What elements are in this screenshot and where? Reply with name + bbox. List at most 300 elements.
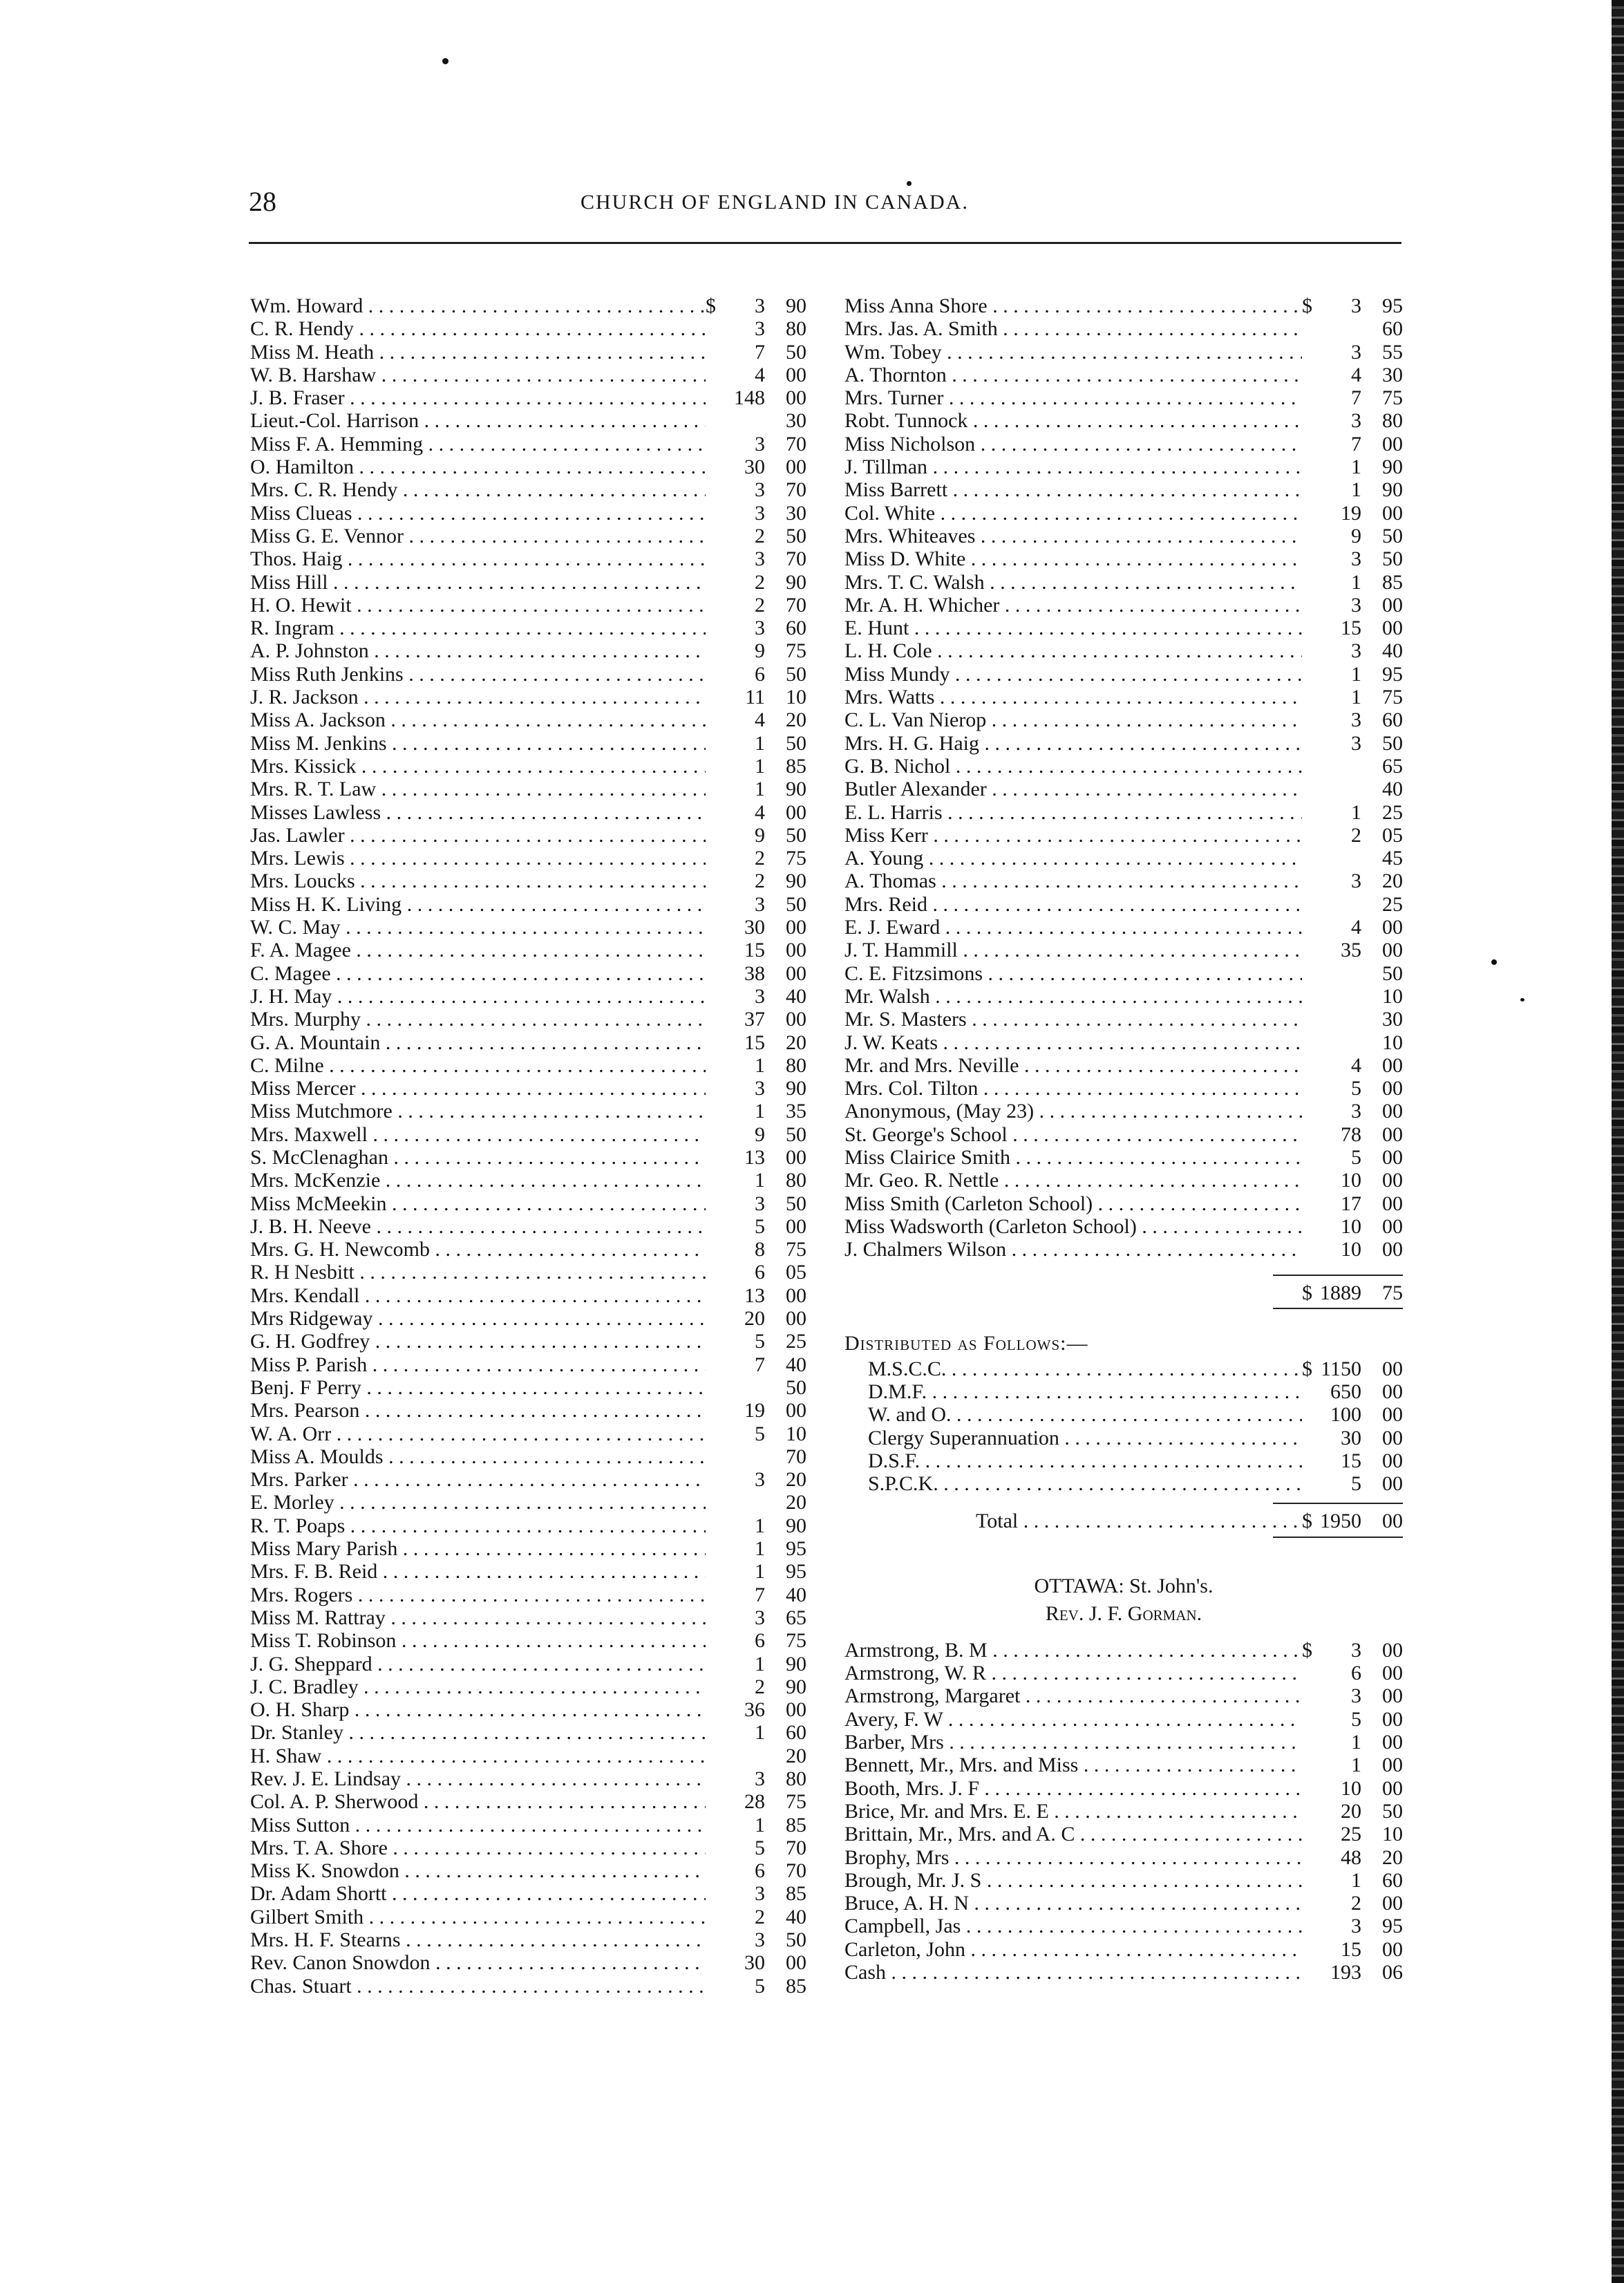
list-row	[250, 1215, 806, 1238]
donor-name: Mrs. Parker . . .	[250, 1468, 706, 1491]
amount-cents: 00	[1382, 1403, 1403, 1427]
list-row	[250, 1653, 806, 1675]
amount-dollars: 1	[1351, 1731, 1361, 1754]
ink-speck	[1491, 959, 1497, 965]
donor-name: Miss M. Rattray . . .	[250, 1606, 706, 1629]
amount-dollars: 36	[744, 1698, 765, 1722]
amount-cents: 85	[786, 1974, 806, 1998]
amount-dollars: 1	[755, 1537, 765, 1561]
list-row	[844, 1869, 1403, 1892]
amount-dollars: 3	[755, 294, 765, 317]
distribution-row	[844, 1472, 1403, 1495]
donor-name: Mrs. Loucks . . .	[250, 870, 706, 892]
list-row	[250, 663, 806, 686]
amount-cents: 50	[786, 1928, 806, 1952]
donor-name: Miss P. Parish . . .	[250, 1353, 706, 1376]
list-row	[844, 502, 1403, 525]
list-row	[250, 755, 806, 778]
amount-dollars: 3	[1351, 1915, 1361, 1938]
amount-cents: 95	[786, 1537, 806, 1561]
list-row	[844, 916, 1403, 939]
amount-cents: 00	[1382, 1357, 1403, 1380]
amount-dollars: 35	[1341, 939, 1361, 962]
list-row	[844, 824, 1403, 847]
amount-dollars: 6	[1351, 1662, 1361, 1685]
donor-name: Miss Mary Parish . . .	[250, 1537, 706, 1560]
ink-speck	[907, 181, 912, 186]
amount-dollars: 15	[744, 1031, 765, 1054]
donor-name: A. Thomas . . .	[844, 870, 1302, 892]
amount-cents: 70	[786, 1445, 806, 1468]
amount-cents: 10	[1382, 984, 1403, 1008]
list-row	[250, 1882, 806, 1905]
amount-cents: 20	[1382, 870, 1403, 893]
amount-cents: 00	[1382, 1662, 1403, 1685]
amount-cents: 00	[1382, 1053, 1403, 1077]
amount-cents: 00	[1382, 1122, 1403, 1146]
donor-name: Mr. Geo. R. Nettle . . .	[844, 1169, 1302, 1192]
amount-dollars: 3	[755, 1077, 765, 1100]
amount-cents: 00	[786, 1284, 806, 1307]
amount-cents: 00	[1382, 501, 1403, 525]
list-row	[250, 1169, 806, 1192]
amount-cents: 00	[1382, 617, 1403, 640]
amount-dollars: 20	[1341, 1799, 1361, 1823]
donor-name: Miss D. White . . .	[844, 547, 1302, 570]
donor-name: O. Hamilton . . .	[250, 455, 706, 478]
donor-name: Chas. Stuart . . .	[250, 1975, 706, 1998]
amount-cents: 20	[786, 1468, 806, 1492]
list-row	[250, 1192, 806, 1215]
donor-name: D.M.F. . . .	[844, 1380, 1302, 1403]
amount-dollars: 3	[755, 1606, 765, 1629]
amount-cents: 75	[786, 1238, 806, 1261]
donor-name: J. H. May . . .	[250, 985, 706, 1008]
amount-cents: 40	[1382, 639, 1403, 663]
amount-cents: 00	[1382, 1145, 1403, 1169]
donor-name: Mrs. Kendall . . .	[250, 1284, 706, 1307]
sum-rule	[1273, 1275, 1403, 1276]
amount-dollars: 2	[755, 524, 765, 547]
amount-cents: 85	[786, 1813, 806, 1836]
amount-cents: 00	[1382, 1776, 1403, 1800]
donor-name: Gilbert Smith . . .	[250, 1906, 706, 1928]
amount-cents: 50	[786, 823, 806, 847]
list-row	[844, 1800, 1403, 1823]
amount-dollars: 4	[1351, 916, 1361, 939]
ink-speck	[1520, 998, 1524, 1002]
donor-name: Clergy Superannuation . . .	[844, 1427, 1302, 1449]
donor-name: W. A. Orr . . .	[250, 1422, 706, 1445]
list-row	[250, 1031, 806, 1054]
list-row	[250, 962, 806, 985]
amount-cents: 90	[786, 1077, 806, 1100]
donor-name: Brophy, Mrs . . .	[844, 1846, 1302, 1869]
total-dollars: 1950	[1320, 1509, 1361, 1532]
donor-name: Miss H. K. Living . . .	[250, 893, 706, 916]
amount-cents: 10	[786, 1422, 806, 1445]
amount-cents: 00	[1382, 1937, 1403, 1961]
amount-cents: 00	[1382, 939, 1403, 962]
list-row	[844, 639, 1403, 662]
amount-dollars: 3	[1351, 1684, 1361, 1708]
donor-name: Booth, Mrs. J. F . . .	[844, 1777, 1302, 1800]
list-row	[844, 1938, 1403, 1961]
list-row	[250, 294, 806, 317]
donor-name: Brice, Mr. and Mrs. E. E . . .	[844, 1800, 1302, 1823]
amount-dollars: 2	[1351, 1892, 1361, 1915]
amount-dollars: 3	[1351, 409, 1361, 433]
amount-cents: 00	[1382, 1169, 1403, 1192]
donor-name: Misses Lawless . . .	[250, 801, 706, 824]
page-edge-scan-border	[1612, 0, 1624, 2283]
total-label: Total . . .	[844, 1510, 1302, 1532]
amount-dollars: 3	[1351, 731, 1361, 755]
amount-cents: 00	[786, 1008, 806, 1031]
amount-cents: 00	[1382, 1380, 1403, 1404]
list-row	[844, 455, 1403, 478]
donor-name: Mrs. Kissick . . .	[250, 755, 706, 778]
amount-cents: 50	[1382, 961, 1403, 985]
donor-name: H. Shaw . . .	[250, 1745, 706, 1767]
section-rector: Rev. J. F. Gorman.	[1045, 1601, 1202, 1625]
ink-speck	[442, 58, 449, 64]
amount-cents: 00	[786, 1214, 806, 1238]
donor-name: Miss Anna Shore . . .	[844, 294, 1302, 317]
donor-name: Brough, Mr. J. S . . .	[844, 1869, 1302, 1892]
amount-cents: 00	[1382, 1100, 1403, 1123]
amount-cents: 40	[786, 984, 806, 1008]
distribution-row	[844, 1403, 1403, 1426]
amount-dollars: 1	[755, 1169, 765, 1192]
amount-cents: 60	[1382, 317, 1403, 341]
donor-name: Miss M. Heath . . .	[250, 341, 706, 364]
donor-name: Mrs. Reid . . .	[844, 893, 1302, 916]
amount-cents: 75	[786, 1790, 806, 1814]
donor-name: Cash . . .	[844, 1961, 1302, 1984]
amount-cents: 00	[786, 386, 806, 410]
amount-cents: 70	[786, 1836, 806, 1859]
donor-name: F. A. Magee . . .	[250, 939, 706, 961]
list-row	[250, 1468, 806, 1491]
amount-cents: 40	[786, 1353, 806, 1376]
amount-dollars: 3	[755, 317, 765, 341]
donor-name: J. G. Sheppard . . .	[250, 1653, 706, 1675]
list-row	[844, 594, 1403, 617]
list-row	[250, 341, 806, 364]
list-row	[250, 847, 806, 870]
amount-cents: 50	[786, 662, 806, 686]
list-row	[844, 1215, 1403, 1238]
total-rule	[1273, 1537, 1403, 1538]
donor-name: Miss Mundy . . .	[844, 663, 1302, 686]
amount-dollars: 4	[755, 363, 765, 386]
donor-name: Mrs. T. A. Shore . . .	[250, 1836, 706, 1859]
donor-name: Miss K. Snowdon . . .	[250, 1859, 706, 1882]
amount-dollars: 3	[755, 501, 765, 525]
amount-cents: 00	[786, 961, 806, 985]
donor-name: W. C. May . . .	[250, 916, 706, 939]
amount-dollars: 2	[1351, 823, 1361, 847]
amount-dollars: 10	[1341, 1238, 1361, 1261]
list-row	[250, 893, 806, 916]
list-row	[250, 1422, 806, 1445]
amount-cents: 70	[786, 593, 806, 617]
list-row	[844, 1169, 1403, 1192]
amount-dollars: 9	[1351, 524, 1361, 547]
amount-cents: 00	[1382, 1214, 1403, 1238]
right-column	[844, 294, 1403, 1984]
amount-dollars: 3	[1351, 294, 1361, 317]
amount-dollars: 1	[1351, 570, 1361, 594]
amount-cents: 95	[1382, 294, 1403, 317]
list-row	[250, 708, 806, 731]
amount-dollars: 3	[755, 1192, 765, 1215]
donor-name: Mrs. F. B. Reid . . .	[250, 1560, 706, 1583]
grand-sum-cents: 75	[1382, 1281, 1403, 1305]
amount-cents: 20	[786, 1491, 806, 1514]
amount-cents: 60	[786, 1721, 806, 1745]
donor-name: S.P.C.K. . . .	[844, 1472, 1302, 1495]
donor-name: A. Young . . .	[844, 847, 1302, 870]
donor-name: Jas. Lawler . . .	[250, 824, 706, 847]
list-row	[844, 341, 1403, 364]
list-row	[250, 617, 806, 639]
donor-name: C. R. Hendy . . .	[250, 317, 706, 340]
donor-name: Butler Alexander . . .	[844, 778, 1302, 800]
list-row	[844, 1777, 1403, 1800]
donor-name: Avery, F. W . . .	[844, 1708, 1302, 1731]
list-row	[250, 1491, 806, 1514]
amount-cents: 50	[786, 892, 806, 916]
donor-name: Miss Clueas . . .	[250, 502, 706, 525]
page-number: 28	[249, 186, 276, 217]
amount-cents: 30	[786, 501, 806, 525]
amount-cents: 80	[786, 317, 806, 341]
list-row	[250, 1238, 806, 1261]
amount-dollars: 10	[1341, 1776, 1361, 1800]
donor-name: Miss Mutchmore . . .	[250, 1100, 706, 1122]
amount-dollars: 1	[755, 1514, 765, 1537]
amount-dollars: 15	[744, 939, 765, 962]
amount-dollars: 7	[755, 1353, 765, 1376]
amount-cents: 10	[1382, 1031, 1403, 1054]
amount-dollars: 2	[755, 570, 765, 594]
amount-dollars: 6	[755, 662, 765, 686]
donor-name: J. Chalmers Wilson . . .	[844, 1238, 1302, 1261]
donor-name: G. B. Nichol . . .	[844, 755, 1302, 778]
amount-dollars: 3	[755, 478, 765, 502]
currency-sign: $	[1302, 1638, 1312, 1662]
donor-name: St. George's School . . .	[844, 1123, 1302, 1146]
donor-name: Mr. and Mrs. Neville . . .	[844, 1054, 1302, 1077]
list-row	[250, 939, 806, 961]
amount-dollars: 9	[755, 639, 765, 663]
amount-cents: 20	[1382, 1845, 1403, 1869]
donor-name: A. Thornton . . .	[844, 364, 1302, 386]
amount-dollars: 3	[1351, 1638, 1361, 1662]
amount-dollars: 3	[1351, 340, 1361, 364]
amount-dollars: 3	[1351, 593, 1361, 617]
list-row	[844, 409, 1403, 432]
list-row	[250, 1261, 806, 1284]
amount-dollars: 3	[755, 432, 765, 455]
list-row	[844, 1892, 1403, 1915]
donor-name: Mrs. R. T. Law . . .	[250, 778, 706, 800]
amount-cents: 75	[1382, 386, 1403, 410]
donor-name: M.S.C.C. . . .	[844, 1357, 1302, 1380]
amount-cents: 90	[786, 294, 806, 317]
donor-name: Mrs. Col. Tilton . . .	[844, 1077, 1302, 1100]
amount-dollars: 1	[1351, 800, 1361, 824]
donor-name: Dr. Adam Shortt . . .	[250, 1882, 706, 1905]
list-row	[250, 1698, 806, 1721]
donor-name: Mrs. Pearson . . .	[250, 1399, 706, 1422]
amount-dollars: 3	[755, 617, 765, 640]
running-title: CHURCH OF ENGLAND IN CANADA.	[580, 191, 969, 214]
list-row	[844, 317, 1403, 340]
list-row	[250, 547, 806, 570]
amount-dollars: 6	[755, 1261, 765, 1284]
donor-name: Mrs. McKenzie . . .	[250, 1169, 706, 1192]
donor-name: S. McClenaghan . . .	[250, 1146, 706, 1169]
donor-name: Mrs. Rogers . . .	[250, 1584, 706, 1606]
amount-dollars: 15	[1341, 617, 1361, 640]
donor-name: Miss Hill . . .	[250, 571, 706, 594]
list-row	[844, 962, 1403, 985]
list-row	[250, 478, 806, 501]
donor-name: Mrs. H. G. Haig . . .	[844, 732, 1302, 755]
list-row	[844, 1846, 1403, 1869]
amount-dollars: 5	[755, 1974, 765, 1998]
list-row	[250, 1629, 806, 1652]
donor-name: Campbell, Jas . . .	[844, 1915, 1302, 1937]
list-row	[250, 317, 806, 340]
list-row	[844, 847, 1403, 870]
list-row	[250, 525, 806, 547]
donor-name: Armstrong, Margaret . . .	[844, 1684, 1302, 1707]
amount-dollars: 5	[1351, 1077, 1361, 1100]
donor-name: Carleton, John . . .	[844, 1938, 1302, 1961]
list-row	[844, 1915, 1403, 1937]
list-row	[250, 1721, 806, 1744]
donor-name: E. L. Harris . . .	[844, 801, 1302, 824]
donor-name: Miss F. A. Hemming . . .	[250, 433, 706, 455]
list-row	[250, 686, 806, 708]
amount-dollars: 30	[1341, 1426, 1361, 1449]
amount-dollars: 30	[744, 916, 765, 939]
list-row	[250, 1537, 806, 1560]
amount-cents: 55	[1382, 340, 1403, 364]
currency-sign: $	[706, 294, 716, 317]
donor-name: Armstrong, W. R . . .	[844, 1662, 1302, 1684]
donor-name: Armstrong, B. M . . .	[844, 1639, 1302, 1662]
amount-cents: 00	[1382, 1754, 1403, 1777]
list-row	[250, 433, 806, 455]
amount-cents: 50	[786, 524, 806, 547]
amount-dollars: 8	[755, 1238, 765, 1261]
amount-cents: 50	[1382, 1799, 1403, 1823]
amount-dollars: 5	[755, 1422, 765, 1445]
amount-cents: 00	[786, 363, 806, 386]
amount-dollars: 11	[745, 686, 765, 709]
distribution-row	[844, 1449, 1403, 1472]
amount-cents: 00	[1382, 1638, 1403, 1662]
amount-dollars: 30	[744, 1951, 765, 1975]
amount-cents: 90	[786, 1652, 806, 1675]
amount-dollars: 1	[755, 1560, 765, 1584]
list-row	[250, 1584, 806, 1606]
donor-name: Thos. Haig . . .	[250, 547, 706, 570]
amount-cents: 90	[1382, 455, 1403, 479]
amount-cents: 20	[786, 708, 806, 732]
total-sign: $	[1302, 1509, 1312, 1532]
list-row	[844, 1192, 1403, 1215]
distribution-total-row	[844, 1510, 1403, 1532]
amount-cents: 00	[1382, 1892, 1403, 1915]
donor-name: Mr. A. H. Whicher . . .	[844, 594, 1302, 617]
list-row	[250, 801, 806, 824]
donor-name: Mrs. G. H. Newcomb . . .	[250, 1238, 706, 1261]
amount-dollars: 1	[755, 1053, 765, 1077]
donor-name: Mrs. H. F. Stearns . . .	[250, 1928, 706, 1951]
amount-cents: 25	[1382, 892, 1403, 916]
list-row	[844, 1054, 1403, 1077]
donor-name: Bruce, A. H. N . . .	[844, 1892, 1302, 1915]
amount-cents: 35	[786, 1100, 806, 1123]
amount-cents: 85	[1382, 570, 1403, 594]
amount-dollars: 30	[744, 455, 765, 479]
amount-dollars: 6	[755, 1629, 765, 1653]
amount-cents: 20	[786, 1744, 806, 1767]
amount-cents: 90	[1382, 478, 1403, 502]
amount-dollars: 9	[755, 823, 765, 847]
donor-name: Robt. Tunnock . . .	[844, 409, 1302, 432]
amount-cents: 70	[786, 478, 806, 502]
amount-dollars: 6	[755, 1859, 765, 1883]
list-row	[250, 594, 806, 617]
list-row	[844, 1008, 1403, 1031]
list-row	[250, 1146, 806, 1169]
amount-dollars: 3	[1351, 870, 1361, 893]
donor-name: O. H. Sharp . . .	[250, 1698, 706, 1721]
amount-cents: 50	[1382, 547, 1403, 571]
amount-cents: 30	[1382, 363, 1403, 386]
list-row	[844, 294, 1403, 317]
list-row	[250, 455, 806, 478]
distribution-list	[844, 1357, 1403, 1496]
list-row	[844, 1238, 1403, 1261]
amount-cents: 00	[786, 1399, 806, 1422]
amount-cents: 30	[1382, 1008, 1403, 1031]
donor-name: R. T. Poaps . . .	[250, 1514, 706, 1537]
amount-dollars: 17	[1341, 1192, 1361, 1215]
amount-cents: 05	[786, 1261, 806, 1284]
list-row	[250, 732, 806, 755]
amount-dollars: 3	[755, 547, 765, 571]
list-row	[250, 1951, 806, 1974]
amount-dollars: 2	[755, 847, 765, 870]
amount-cents: 06	[1382, 1961, 1403, 1984]
list-row	[844, 525, 1403, 547]
amount-dollars: 5	[1351, 1707, 1361, 1731]
list-row	[250, 1560, 806, 1583]
donor-name: W. and O. . . .	[844, 1403, 1302, 1426]
amount-dollars: 148	[734, 386, 765, 410]
donor-name: A. P. Johnston . . .	[250, 639, 706, 662]
amount-dollars: 15	[1341, 1449, 1361, 1472]
amount-cents: 00	[786, 939, 806, 962]
